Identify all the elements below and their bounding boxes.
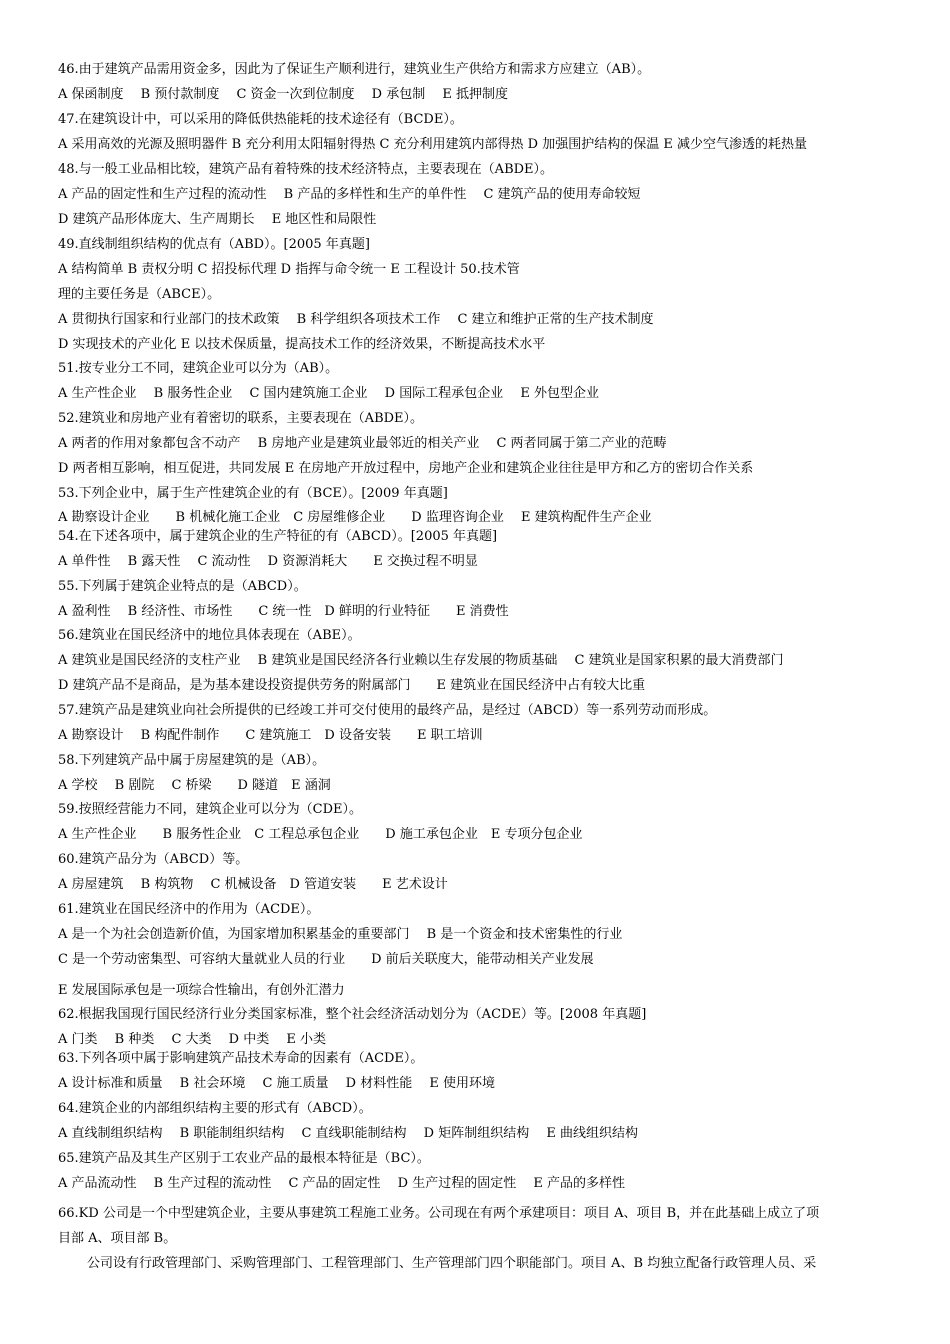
question-66b: 目部 A、项目部 B。 [58,1231,177,1246]
options-55: A 盈利性 B 经济性、市场性 C 统一性 D 鲜明的行业特征 E 消费性 [58,604,509,619]
options-61a: A 是一个为社会创造新价值，为国家增加积累基金的重要部门 B 是一个资金和技术密集性的行业 [58,927,623,942]
question-64: 64.建筑企业的内部组织结构主要的形式有（ABCD）。 [58,1101,372,1116]
options-47: A 采用高效的光源及照明器件 B 充分利用太阳辐射得热 C 充分利用建筑内部得热 D 加强围护结构的保温 E 减少空气渗透的耗热量 [58,137,807,152]
question-47: 47.在建筑设计中，可以采用的降低供热能耗的技术途径有（BCDE）。 [58,112,463,127]
options-60: A 房屋建筑 B 构筑物 C 机械设备 D 管道安装 E 艺术设计 [58,877,448,892]
question-52: 52.建筑业和房地产业有着密切的联系，主要表现在（ABDE）。 [58,411,424,426]
question-57: 57.建筑产品是建筑业向社会所提供的已经竣工并可交付使用的最终产品，是经过（ABCD）等一系列劳动而形成。 [58,703,717,718]
question-58: 58.下列建筑产品中属于房屋建筑的是（AB）。 [58,753,326,768]
question-54: 54.在下述各项中，属于建筑企业的生产特征的有（ABCD）。[2005 年真题] [58,529,498,544]
options-52a: A 两者的作用对象都包含不动产 B 房地产业是建筑业最邻近的相关产业 C 两者同属于第二产业的范畴 [58,436,667,451]
options-46: A 保函制度 B 预付款制度 C 资金一次到位制度 D 承包制 E 抵押制度 [58,87,508,102]
question-61: 61.建筑业在国民经济中的作用为（ACDE）。 [58,902,320,917]
options-51: A 生产性企业 B 服务性企业 C 国内建筑施工企业 D 国际工程承包企业 E 外包型企业 [58,386,599,401]
options-65: A 产品流动性 B 生产过程的流动性 C 产品的固定性 D 生产过程的固定性 E 产品的多样性 [58,1176,625,1191]
question-62: 62.根据我国现行国民经济行业分类国家标准，整个社会经济活动划分为（ACDE）等。[2008 年真题] [58,1007,647,1022]
options-53: A 勘察设计企业 B 机械化施工企业 C 房屋维修企业 D 监理咨询企业 E 建筑构配件生产企业 [58,510,652,525]
options-50a: A 贯彻执行国家和行业部门的技术政策 B 科学组织各项技术工作 C 建立和维护正常的生产技术制度 [58,312,654,327]
options-58: A 学校 B 剧院 C 桥梁 D 隧道 E 涵洞 [58,778,331,793]
question-49: 49.直线制组织结构的优点有（ABD）。[2005 年真题] [58,237,370,252]
question-63: 63.下列各项中属于影响建筑产品技术寿命的因素有（ACDE）。 [58,1051,424,1066]
options-61b: C 是一个劳动密集型、可容纳大量就业人员的行业 D 前后关联度大，能带动相关产业发展 [58,952,594,967]
options-54: A 单件性 B 露天性 C 流动性 D 资源消耗大 E 交换过程不明显 [58,554,478,569]
options-48b: D 建筑产品形体庞大、生产周期长 E 地区性和局限性 [58,212,377,227]
options-49: A 结构简单 B 责权分明 C 招投标代理 D 指挥与命令统一 E 工程设计 50.技术管 [58,262,520,277]
question-66c: 公司设有行政管理部门、采购管理部门、工程管理部门、生产管理部门四个职能部门。项目 A、B 均独立配备行政管理人员、采 [87,1256,817,1271]
question-59: 59.按照经营能力不同，建筑企业可以分为（CDE）。 [58,802,363,817]
question-66a: 66.KD 公司是一个中型建筑企业，主要从事建筑工程施工业务。公司现在有两个承建项目：项目 A、项目 B，并在此基础上成立了项 [58,1206,820,1221]
question-46: 46.由于建筑产品需用资金多，因此为了保证生产顺利进行，建筑业生产供给方和需求方应建立（AB）。 [58,62,651,77]
options-48a: A 产品的固定性和生产过程的流动性 B 产品的多样性和生产的单件性 C 建筑产品的使用寿命较短 [58,187,641,202]
question-65: 65.建筑产品及其生产区别于工农业产品的最根本特征是（BC）。 [58,1151,430,1166]
question-56: 56.建筑业在国民经济中的地位具体表现在（ABE）。 [58,628,361,643]
options-63: A 设计标准和质量 B 社会环境 C 施工质量 D 材料性能 E 使用环境 [58,1076,495,1091]
question-48: 48.与一般工业品相比较，建筑产品有着特殊的技术经济特点，主要表现在（ABDE）。 [58,162,554,177]
question-53: 53.下列企业中，属于生产性建筑企业的有（BCE）。[2009 年真题] [58,486,448,501]
options-56b: D 建筑产品不是商品，是为基本建设投资提供劳务的附属部门 E 建筑业在国民经济中占有较大比重 [58,678,646,693]
options-64: A 直线制组织结构 B 职能制组织结构 C 直线职能制结构 D 矩阵制组织结构 E 曲线组织结构 [58,1126,638,1141]
options-62: A 门类 B 种类 C 大类 D 中类 E 小类 [58,1032,326,1047]
options-57: A 勘察设计 B 构配件制作 C 建筑施工 D 设备安装 E 职工培训 [58,728,483,743]
options-61c: E 发展国际承包是一项综合性输出，有创外汇潜力 [58,983,345,998]
options-56a: A 建筑业是国民经济的支柱产业 B 建筑业是国民经济各行业赖以生存发展的物质基础 C 建筑业是国家积累的最大消费部门 [58,653,784,668]
question-50: 理的主要任务是（ABCE）。 [58,287,221,302]
options-59: A 生产性企业 B 服务性企业 C 工程总承包企业 D 施工承包企业 E 专项分包企业 [58,827,583,842]
question-51: 51.按专业分工不同，建筑企业可以分为（AB）。 [58,361,339,376]
question-60: 60.建筑产品分为（ABCD）等。 [58,852,249,867]
options-52b: D 两者相互影响，相互促进，共同发展 E 在房地产开放过程中，房地产企业和建筑企业往往是甲方和乙方的密切合作关系 [58,461,754,476]
question-55: 55.下列属于建筑企业特点的是（ABCD）。 [58,579,307,594]
options-50b: D 实现技术的产业化 E 以技术保质量，提高技术工作的经济效果，不断提高技术水平 [58,337,546,352]
